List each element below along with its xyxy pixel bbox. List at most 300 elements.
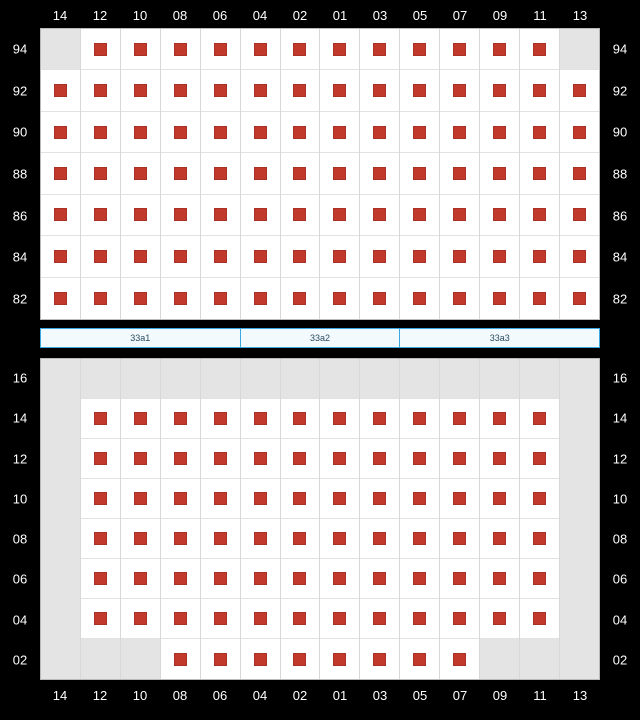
seat-cell[interactable] bbox=[320, 70, 359, 111]
seat-cell[interactable] bbox=[241, 559, 280, 599]
seat-cell[interactable] bbox=[400, 439, 439, 479]
seat-cell[interactable] bbox=[400, 153, 439, 194]
seat-cell[interactable] bbox=[560, 519, 599, 559]
seat-column[interactable] bbox=[201, 29, 241, 319]
seat-marker[interactable] bbox=[333, 126, 346, 139]
seat-marker[interactable] bbox=[373, 84, 386, 97]
seat-marker[interactable] bbox=[254, 126, 267, 139]
seat-column[interactable] bbox=[161, 29, 201, 319]
seat-cell[interactable] bbox=[480, 599, 519, 639]
seat-marker[interactable] bbox=[94, 167, 107, 180]
seat-marker[interactable] bbox=[174, 208, 187, 221]
seat-cell[interactable] bbox=[560, 359, 599, 399]
seat-marker[interactable] bbox=[533, 412, 546, 425]
seat-cell[interactable] bbox=[41, 359, 80, 399]
seat-cell[interactable] bbox=[400, 278, 439, 319]
seat-marker[interactable] bbox=[134, 43, 147, 56]
seat-cell[interactable] bbox=[241, 439, 280, 479]
seat-marker[interactable] bbox=[174, 126, 187, 139]
seat-column[interactable] bbox=[121, 29, 161, 319]
seat-cell[interactable] bbox=[241, 359, 280, 399]
seat-cell[interactable] bbox=[320, 153, 359, 194]
seat-marker[interactable] bbox=[214, 452, 227, 465]
seat-marker[interactable] bbox=[94, 572, 107, 585]
seat-cell[interactable] bbox=[440, 359, 479, 399]
seat-cell[interactable] bbox=[201, 599, 240, 639]
seat-marker[interactable] bbox=[333, 84, 346, 97]
seat-cell[interactable] bbox=[161, 236, 200, 277]
seat-cell[interactable] bbox=[360, 479, 399, 519]
seat-cell[interactable] bbox=[520, 399, 559, 439]
seat-marker[interactable] bbox=[254, 492, 267, 505]
seat-cell[interactable] bbox=[121, 29, 160, 70]
seat-marker[interactable] bbox=[373, 126, 386, 139]
seat-marker[interactable] bbox=[413, 84, 426, 97]
seat-marker[interactable] bbox=[493, 492, 506, 505]
seat-marker[interactable] bbox=[254, 452, 267, 465]
seat-cell[interactable] bbox=[400, 399, 439, 439]
seat-cell[interactable] bbox=[520, 639, 559, 679]
seat-cell[interactable] bbox=[440, 479, 479, 519]
seat-marker[interactable] bbox=[333, 572, 346, 585]
seat-marker[interactable] bbox=[293, 612, 306, 625]
seat-marker[interactable] bbox=[573, 250, 586, 263]
seat-cell[interactable] bbox=[560, 236, 599, 277]
seat-marker[interactable] bbox=[493, 84, 506, 97]
seat-cell[interactable] bbox=[161, 439, 200, 479]
seat-cell[interactable] bbox=[520, 29, 559, 70]
seat-marker[interactable] bbox=[573, 126, 586, 139]
seat-cell[interactable] bbox=[560, 195, 599, 236]
seat-cell[interactable] bbox=[360, 639, 399, 679]
seat-cell[interactable] bbox=[360, 359, 399, 399]
seat-marker[interactable] bbox=[373, 572, 386, 585]
seat-marker[interactable] bbox=[134, 292, 147, 305]
seat-cell[interactable] bbox=[560, 559, 599, 599]
seat-cell[interactable] bbox=[400, 559, 439, 599]
seat-cell[interactable] bbox=[81, 399, 120, 439]
seat-marker[interactable] bbox=[413, 292, 426, 305]
seat-cell[interactable] bbox=[121, 236, 160, 277]
seat-cell[interactable] bbox=[520, 112, 559, 153]
seat-column[interactable] bbox=[440, 359, 480, 679]
seat-cell[interactable] bbox=[281, 519, 320, 559]
seat-cell[interactable] bbox=[520, 278, 559, 319]
seat-cell[interactable] bbox=[41, 112, 80, 153]
seat-cell[interactable] bbox=[520, 599, 559, 639]
seat-cell[interactable] bbox=[360, 236, 399, 277]
seat-cell[interactable] bbox=[281, 599, 320, 639]
section-label[interactable]: 33a2 bbox=[241, 329, 401, 347]
seat-marker[interactable] bbox=[453, 612, 466, 625]
seat-marker[interactable] bbox=[453, 452, 466, 465]
seat-column[interactable] bbox=[201, 359, 241, 679]
seat-marker[interactable] bbox=[533, 84, 546, 97]
seat-marker[interactable] bbox=[453, 492, 466, 505]
seat-cell[interactable] bbox=[440, 439, 479, 479]
seat-cell[interactable] bbox=[281, 399, 320, 439]
seat-cell[interactable] bbox=[560, 70, 599, 111]
seat-cell[interactable] bbox=[440, 519, 479, 559]
seat-marker[interactable] bbox=[453, 532, 466, 545]
seat-marker[interactable] bbox=[453, 208, 466, 221]
seat-cell[interactable] bbox=[520, 70, 559, 111]
lower-seat-grid[interactable] bbox=[41, 359, 599, 679]
seat-marker[interactable] bbox=[573, 84, 586, 97]
seat-cell[interactable] bbox=[81, 70, 120, 111]
seat-cell[interactable] bbox=[241, 639, 280, 679]
seat-cell[interactable] bbox=[281, 112, 320, 153]
seat-cell[interactable] bbox=[161, 195, 200, 236]
seat-cell[interactable] bbox=[360, 278, 399, 319]
seat-marker[interactable] bbox=[333, 653, 346, 666]
seat-cell[interactable] bbox=[41, 399, 80, 439]
seat-marker[interactable] bbox=[453, 572, 466, 585]
seat-marker[interactable] bbox=[333, 43, 346, 56]
seat-column[interactable] bbox=[121, 359, 161, 679]
seat-marker[interactable] bbox=[174, 452, 187, 465]
seat-cell[interactable] bbox=[241, 479, 280, 519]
seat-cell[interactable] bbox=[281, 29, 320, 70]
seat-cell[interactable] bbox=[440, 639, 479, 679]
seat-cell[interactable] bbox=[121, 599, 160, 639]
seat-cell[interactable] bbox=[201, 112, 240, 153]
seat-marker[interactable] bbox=[254, 532, 267, 545]
seat-marker[interactable] bbox=[533, 492, 546, 505]
seat-cell[interactable] bbox=[121, 479, 160, 519]
seat-marker[interactable] bbox=[174, 250, 187, 263]
seat-cell[interactable] bbox=[41, 479, 80, 519]
seat-marker[interactable] bbox=[214, 653, 227, 666]
seat-marker[interactable] bbox=[493, 292, 506, 305]
seat-marker[interactable] bbox=[493, 612, 506, 625]
seat-cell[interactable] bbox=[201, 399, 240, 439]
seat-cell[interactable] bbox=[81, 359, 120, 399]
seat-cell[interactable] bbox=[81, 236, 120, 277]
seat-cell[interactable] bbox=[320, 278, 359, 319]
seat-cell[interactable] bbox=[400, 70, 439, 111]
seat-marker[interactable] bbox=[333, 452, 346, 465]
seat-column[interactable] bbox=[41, 29, 81, 319]
seat-cell[interactable] bbox=[480, 439, 519, 479]
seat-marker[interactable] bbox=[333, 412, 346, 425]
seat-marker[interactable] bbox=[174, 492, 187, 505]
seat-cell[interactable] bbox=[440, 399, 479, 439]
seat-cell[interactable] bbox=[560, 112, 599, 153]
seat-marker[interactable] bbox=[254, 292, 267, 305]
seat-cell[interactable] bbox=[81, 439, 120, 479]
seat-cell[interactable] bbox=[440, 559, 479, 599]
seat-marker[interactable] bbox=[533, 208, 546, 221]
seat-marker[interactable] bbox=[453, 84, 466, 97]
seat-cell[interactable] bbox=[320, 399, 359, 439]
seat-cell[interactable] bbox=[480, 278, 519, 319]
seat-marker[interactable] bbox=[94, 412, 107, 425]
seat-cell[interactable] bbox=[81, 559, 120, 599]
seat-column[interactable] bbox=[360, 359, 400, 679]
seat-cell[interactable] bbox=[400, 479, 439, 519]
seat-cell[interactable] bbox=[560, 599, 599, 639]
seat-cell[interactable] bbox=[121, 639, 160, 679]
seat-marker[interactable] bbox=[413, 492, 426, 505]
seat-cell[interactable] bbox=[81, 278, 120, 319]
seat-cell[interactable] bbox=[161, 153, 200, 194]
seat-marker[interactable] bbox=[214, 492, 227, 505]
seat-marker[interactable] bbox=[413, 167, 426, 180]
seat-cell[interactable] bbox=[41, 195, 80, 236]
seat-column[interactable] bbox=[400, 29, 440, 319]
seat-cell[interactable] bbox=[320, 559, 359, 599]
seat-cell[interactable] bbox=[201, 519, 240, 559]
seat-cell[interactable] bbox=[400, 639, 439, 679]
seat-marker[interactable] bbox=[573, 167, 586, 180]
seat-marker[interactable] bbox=[174, 612, 187, 625]
seat-cell[interactable] bbox=[440, 278, 479, 319]
seat-marker[interactable] bbox=[134, 208, 147, 221]
seat-marker[interactable] bbox=[134, 126, 147, 139]
seat-marker[interactable] bbox=[413, 126, 426, 139]
seat-marker[interactable] bbox=[134, 492, 147, 505]
seat-marker[interactable] bbox=[254, 167, 267, 180]
seat-cell[interactable] bbox=[161, 639, 200, 679]
seat-cell[interactable] bbox=[241, 599, 280, 639]
seat-marker[interactable] bbox=[94, 612, 107, 625]
seat-cell[interactable] bbox=[360, 70, 399, 111]
seat-marker[interactable] bbox=[293, 250, 306, 263]
seat-cell[interactable] bbox=[81, 479, 120, 519]
seat-cell[interactable] bbox=[400, 29, 439, 70]
seat-marker[interactable] bbox=[214, 43, 227, 56]
seat-marker[interactable] bbox=[413, 532, 426, 545]
seat-cell[interactable] bbox=[121, 519, 160, 559]
seat-cell[interactable] bbox=[41, 639, 80, 679]
seat-marker[interactable] bbox=[254, 250, 267, 263]
seat-cell[interactable] bbox=[320, 112, 359, 153]
seat-cell[interactable] bbox=[81, 29, 120, 70]
seat-column[interactable] bbox=[161, 359, 201, 679]
seat-marker[interactable] bbox=[254, 653, 267, 666]
seat-marker[interactable] bbox=[293, 572, 306, 585]
seat-marker[interactable] bbox=[54, 250, 67, 263]
seat-marker[interactable] bbox=[134, 167, 147, 180]
seat-marker[interactable] bbox=[214, 208, 227, 221]
seat-marker[interactable] bbox=[134, 532, 147, 545]
seat-marker[interactable] bbox=[174, 292, 187, 305]
seat-marker[interactable] bbox=[54, 167, 67, 180]
seat-cell[interactable] bbox=[121, 278, 160, 319]
seat-cell[interactable] bbox=[281, 559, 320, 599]
seat-cell[interactable] bbox=[400, 112, 439, 153]
seat-marker[interactable] bbox=[333, 492, 346, 505]
seat-cell[interactable] bbox=[161, 112, 200, 153]
seat-cell[interactable] bbox=[121, 112, 160, 153]
seat-cell[interactable] bbox=[480, 236, 519, 277]
seat-cell[interactable] bbox=[241, 112, 280, 153]
seat-marker[interactable] bbox=[453, 250, 466, 263]
seat-marker[interactable] bbox=[94, 43, 107, 56]
seat-cell[interactable] bbox=[161, 599, 200, 639]
seat-cell[interactable] bbox=[81, 195, 120, 236]
seat-marker[interactable] bbox=[134, 84, 147, 97]
seat-marker[interactable] bbox=[174, 43, 187, 56]
seat-cell[interactable] bbox=[520, 195, 559, 236]
seat-cell[interactable] bbox=[320, 195, 359, 236]
seat-cell[interactable] bbox=[360, 599, 399, 639]
seat-marker[interactable] bbox=[573, 292, 586, 305]
seat-cell[interactable] bbox=[121, 399, 160, 439]
seat-column[interactable] bbox=[560, 359, 599, 679]
seat-cell[interactable] bbox=[241, 236, 280, 277]
seat-marker[interactable] bbox=[373, 532, 386, 545]
seat-cell[interactable] bbox=[201, 29, 240, 70]
seat-cell[interactable] bbox=[241, 153, 280, 194]
seat-marker[interactable] bbox=[373, 452, 386, 465]
seat-marker[interactable] bbox=[453, 126, 466, 139]
seat-cell[interactable] bbox=[281, 479, 320, 519]
seat-marker[interactable] bbox=[453, 167, 466, 180]
seat-marker[interactable] bbox=[333, 250, 346, 263]
section-bar[interactable] bbox=[40, 328, 600, 348]
seat-cell[interactable] bbox=[281, 195, 320, 236]
seat-marker[interactable] bbox=[174, 572, 187, 585]
seat-marker[interactable] bbox=[174, 84, 187, 97]
seat-marker[interactable] bbox=[214, 250, 227, 263]
seat-marker[interactable] bbox=[54, 126, 67, 139]
seat-column[interactable] bbox=[520, 29, 560, 319]
seat-cell[interactable] bbox=[440, 195, 479, 236]
seat-marker[interactable] bbox=[293, 412, 306, 425]
seat-column[interactable] bbox=[41, 359, 81, 679]
seat-cell[interactable] bbox=[41, 599, 80, 639]
seat-marker[interactable] bbox=[453, 653, 466, 666]
seat-cell[interactable] bbox=[201, 153, 240, 194]
seat-cell[interactable] bbox=[121, 359, 160, 399]
seat-marker[interactable] bbox=[134, 452, 147, 465]
seat-marker[interactable] bbox=[174, 653, 187, 666]
seat-marker[interactable] bbox=[174, 412, 187, 425]
seat-marker[interactable] bbox=[134, 572, 147, 585]
seat-marker[interactable] bbox=[413, 250, 426, 263]
seat-cell[interactable] bbox=[161, 29, 200, 70]
seat-marker[interactable] bbox=[493, 532, 506, 545]
seat-column[interactable] bbox=[241, 29, 281, 319]
seat-cell[interactable] bbox=[281, 278, 320, 319]
seat-marker[interactable] bbox=[214, 84, 227, 97]
seat-cell[interactable] bbox=[41, 70, 80, 111]
seat-cell[interactable] bbox=[560, 278, 599, 319]
seat-cell[interactable] bbox=[480, 639, 519, 679]
seat-cell[interactable] bbox=[81, 599, 120, 639]
seat-column[interactable] bbox=[360, 29, 400, 319]
seat-cell[interactable] bbox=[41, 236, 80, 277]
seat-cell[interactable] bbox=[360, 439, 399, 479]
seat-cell[interactable] bbox=[41, 153, 80, 194]
seat-column[interactable] bbox=[81, 359, 121, 679]
seat-cell[interactable] bbox=[121, 559, 160, 599]
seat-cell[interactable] bbox=[440, 599, 479, 639]
seat-cell[interactable] bbox=[360, 112, 399, 153]
seat-marker[interactable] bbox=[493, 43, 506, 56]
seat-cell[interactable] bbox=[161, 479, 200, 519]
seat-cell[interactable] bbox=[360, 153, 399, 194]
seat-cell[interactable] bbox=[520, 153, 559, 194]
seat-cell[interactable] bbox=[41, 519, 80, 559]
seat-cell[interactable] bbox=[480, 399, 519, 439]
seat-cell[interactable] bbox=[480, 479, 519, 519]
seat-marker[interactable] bbox=[293, 532, 306, 545]
seat-cell[interactable] bbox=[480, 29, 519, 70]
seat-marker[interactable] bbox=[134, 612, 147, 625]
seat-cell[interactable] bbox=[241, 399, 280, 439]
seat-column[interactable] bbox=[560, 29, 599, 319]
seat-marker[interactable] bbox=[54, 84, 67, 97]
seat-cell[interactable] bbox=[41, 29, 80, 70]
seat-marker[interactable] bbox=[214, 612, 227, 625]
seat-marker[interactable] bbox=[214, 126, 227, 139]
seat-marker[interactable] bbox=[214, 292, 227, 305]
seat-marker[interactable] bbox=[293, 126, 306, 139]
seat-marker[interactable] bbox=[413, 612, 426, 625]
seat-marker[interactable] bbox=[333, 532, 346, 545]
seat-cell[interactable] bbox=[440, 112, 479, 153]
seat-cell[interactable] bbox=[440, 153, 479, 194]
seat-marker[interactable] bbox=[533, 292, 546, 305]
seat-marker[interactable] bbox=[373, 43, 386, 56]
seat-cell[interactable] bbox=[520, 559, 559, 599]
seat-cell[interactable] bbox=[161, 559, 200, 599]
seat-marker[interactable] bbox=[254, 412, 267, 425]
seat-marker[interactable] bbox=[373, 412, 386, 425]
seat-cell[interactable] bbox=[400, 236, 439, 277]
seat-column[interactable] bbox=[480, 359, 520, 679]
seat-cell[interactable] bbox=[41, 559, 80, 599]
seat-marker[interactable] bbox=[413, 43, 426, 56]
seat-marker[interactable] bbox=[94, 452, 107, 465]
seat-marker[interactable] bbox=[94, 292, 107, 305]
seat-cell[interactable] bbox=[201, 195, 240, 236]
seat-cell[interactable] bbox=[480, 559, 519, 599]
seat-marker[interactable] bbox=[254, 84, 267, 97]
seat-marker[interactable] bbox=[493, 208, 506, 221]
seat-cell[interactable] bbox=[440, 70, 479, 111]
seat-cell[interactable] bbox=[520, 236, 559, 277]
seat-cell[interactable] bbox=[81, 153, 120, 194]
seat-cell[interactable] bbox=[480, 519, 519, 559]
seat-cell[interactable] bbox=[201, 70, 240, 111]
seat-marker[interactable] bbox=[533, 532, 546, 545]
seat-marker[interactable] bbox=[293, 492, 306, 505]
seat-cell[interactable] bbox=[360, 519, 399, 559]
seat-column[interactable] bbox=[440, 29, 480, 319]
seat-marker[interactable] bbox=[94, 84, 107, 97]
seat-marker[interactable] bbox=[453, 43, 466, 56]
seat-cell[interactable] bbox=[241, 70, 280, 111]
seat-cell[interactable] bbox=[121, 70, 160, 111]
seat-marker[interactable] bbox=[413, 572, 426, 585]
seat-cell[interactable] bbox=[400, 359, 439, 399]
seat-marker[interactable] bbox=[293, 292, 306, 305]
seat-column[interactable] bbox=[320, 29, 360, 319]
seat-cell[interactable] bbox=[81, 639, 120, 679]
seat-marker[interactable] bbox=[94, 492, 107, 505]
seat-marker[interactable] bbox=[134, 250, 147, 263]
seat-cell[interactable] bbox=[360, 29, 399, 70]
seat-cell[interactable] bbox=[121, 195, 160, 236]
seat-marker[interactable] bbox=[293, 452, 306, 465]
seat-marker[interactable] bbox=[493, 126, 506, 139]
seat-cell[interactable] bbox=[241, 278, 280, 319]
seat-cell[interactable] bbox=[320, 359, 359, 399]
